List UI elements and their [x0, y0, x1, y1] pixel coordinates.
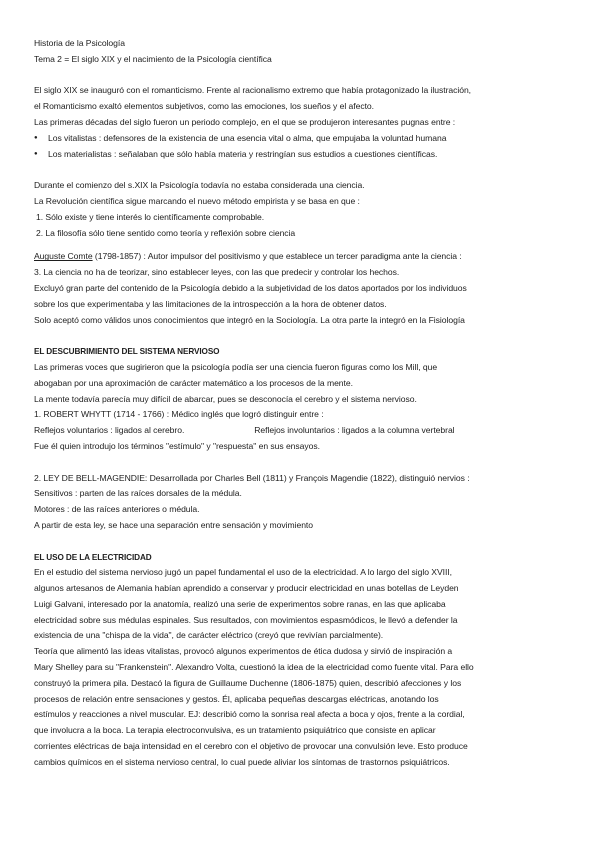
bullet-item-vitalistas: ● Los vitalistas : defensores de la existencia de una esencia vital o alma, que empujaba la voluntad humana	[34, 131, 564, 147]
intro-line: el Romanticismo exaltó elementos subjetivos, como las emociones, los sueños y el afecto.	[34, 101, 374, 112]
bell-line: A partir de esta ley, se hace una separación entre sensación y movimiento	[34, 519, 313, 530]
bell-line: Sensitivos : parten de las raíces dorsales de la médula.	[34, 488, 242, 499]
comte-line: Excluyó gran parte del contenido de la Psicología debido a la subjetividad de los datos aportados por los individuos	[34, 282, 467, 293]
whytt-line: 1. ROBERT WHYTT (1714 - 1766) : Médico inglés que logró distinguir entre :	[34, 409, 324, 420]
electricidad-line: que involucra a la boca. La terapia electroconvulsiva, es un tratamiento psiquiátrico que consiste en aplicar	[34, 725, 436, 736]
reflejos-line	[34, 423, 564, 439]
electricidad-line: corrientes eléctricas de baja intensidad en el cerebro con el objetivo de provocar una convulsión leve. Esto produce	[34, 741, 468, 752]
electricidad-line: Luigi Galvani, interesado por la anatomía, realizó una serie de experimentos sobre ranas, en las que aplicaba	[34, 598, 446, 609]
electricidad-line: Teoría que alimentó las ideas vitalistas, provocó algunos experimentos de ética dudosa y sirvió de inspiración a	[34, 646, 453, 657]
comte-line: 3. La ciencia no ha de teorizar, sino establecer leyes, con las que predecir y controlar los hechos.	[34, 267, 400, 278]
document-title: Historia de la Psicología	[34, 38, 125, 48]
comte-description: (1798-1857) : Autor impulsor del positivismo y que establece un tercer paradigma ante la ciencia :	[92, 251, 462, 262]
estimulo-line: Fue él quien introdujo los términos "estímulo" y "respuesta" en sus ensayos.	[34, 440, 320, 451]
comte-first-line	[34, 249, 564, 265]
bullet-item-materialistas: ● Los materialistas : señalaban que sólo había materia y restringían sus estudios a cuestiones científicas.	[34, 147, 564, 163]
nervioso-line: Las primeras voces que sugirieron que la psicología podía ser una ciencia fueron figuras como los Mill, que	[34, 361, 438, 372]
bell-line: 2. LEY DE BELL-MAGENDIE: Desarrollada por Charles Bell (1811) y François Magendie (1822), distinguió nervios :	[34, 472, 470, 483]
comte-line: Solo aceptó como válidos unos conocimientos que integró en la Sociología. La otra parte la integró en la Fisiología	[34, 314, 465, 325]
electricidad-line: existencia de una "chispa de la vida", de carácter eléctrico (creyó que revivían parcialmente).	[34, 630, 384, 641]
reflejos-involuntarios: Reflejos involuntarios : ligados a la columna vertebral	[254, 425, 455, 436]
section-heading-electricidad: EL USO DE LA ELECTRICIDAD	[34, 552, 152, 562]
electricidad-line: construyó la primera pila. Destacó la figura de Guillaume Duchenne (1806-1875) quien, describió afecciones y los	[34, 677, 462, 688]
comte-name: Auguste Comte	[34, 251, 93, 262]
electricidad-line: En el estudio del sistema nervioso jugó un papel fundamental el uso de la electricidad. A lo largo del siglo XVIII,	[34, 567, 452, 578]
electricidad-line: procesos de relación entre sensaciones y gestos. Él, aplicaba pequeñas descargas eléctricas, anotando los	[34, 693, 439, 704]
electricidad-line: estímulos y reacciones a nivel muscular. EJ: describió como la sonrisa real afecta a boca y ojos, frente a la cordial,	[34, 709, 465, 720]
electricidad-line: Mary Shelley para su "Frankenstein". Alexandro Volta, cuestionó la idea de la electricidad como fuente vital. Para ello	[34, 662, 474, 673]
comienzo-line: La Revolución científica sigue marcando el nuevo método empirista y se basa en que :	[34, 195, 360, 206]
reflejos-voluntarios: Reflejos voluntarios : ligados al cerebro.	[34, 425, 185, 436]
topic-title: Tema 2 = El siglo XIX y el nacimiento de la Psicología científica	[34, 53, 272, 64]
intro-line: El siglo XIX se inauguró con el romanticismo. Frente al racionalismo extremo que había protagonizado la ilustración,	[34, 85, 472, 96]
nervioso-line: abogaban por una aproximación de carácter matemático a los procesos de la mente.	[34, 377, 353, 388]
bell-line: Motores : de las raíces anteriores o médula.	[34, 504, 200, 515]
electricidad-line: electricidad sobre sus médulas espinales. Sus resultados, con movimientos espasmódicos, le llevó a defender la	[34, 614, 458, 625]
numbered-item-2: 2. La filosofía sólo tiene sentido como teoría y reflexión sobre ciencia	[36, 227, 296, 238]
intro-line: Las primeras décadas del siglo fueron un periodo complejo, en el que se produjeron interesantes pugnas entre :	[34, 116, 456, 127]
document-body	[34, 36, 564, 771]
nervioso-line: La mente todavía parecía muy difícil de abarcar, pues se desconocía el cerebro y el sistema nervioso.	[34, 393, 417, 404]
electricidad-line: algunos artesanos de Alemania habían aprendido a conservar y producir electricidad en unas botellas de Leyden	[34, 583, 459, 594]
comienzo-line: Durante el comienzo del s.XIX la Psicología todavía no estaba considerada una ciencia.	[34, 180, 365, 191]
section-heading-nervioso: EL DESCUBRIMIENTO DEL SISTEMA NERVIOSO	[34, 347, 220, 357]
numbered-item-1: 1. Sólo existe y tiene interés lo científicamente comprobable.	[36, 211, 265, 222]
comte-line: sobre los que experimentaba y las limitaciones de la introspección a la hora de obtener datos.	[34, 298, 387, 309]
electricidad-line: cambios químicos en el sistema nervioso central, lo cual puede aliviar los síntomas de trastornos psiquiátricos.	[34, 756, 450, 767]
